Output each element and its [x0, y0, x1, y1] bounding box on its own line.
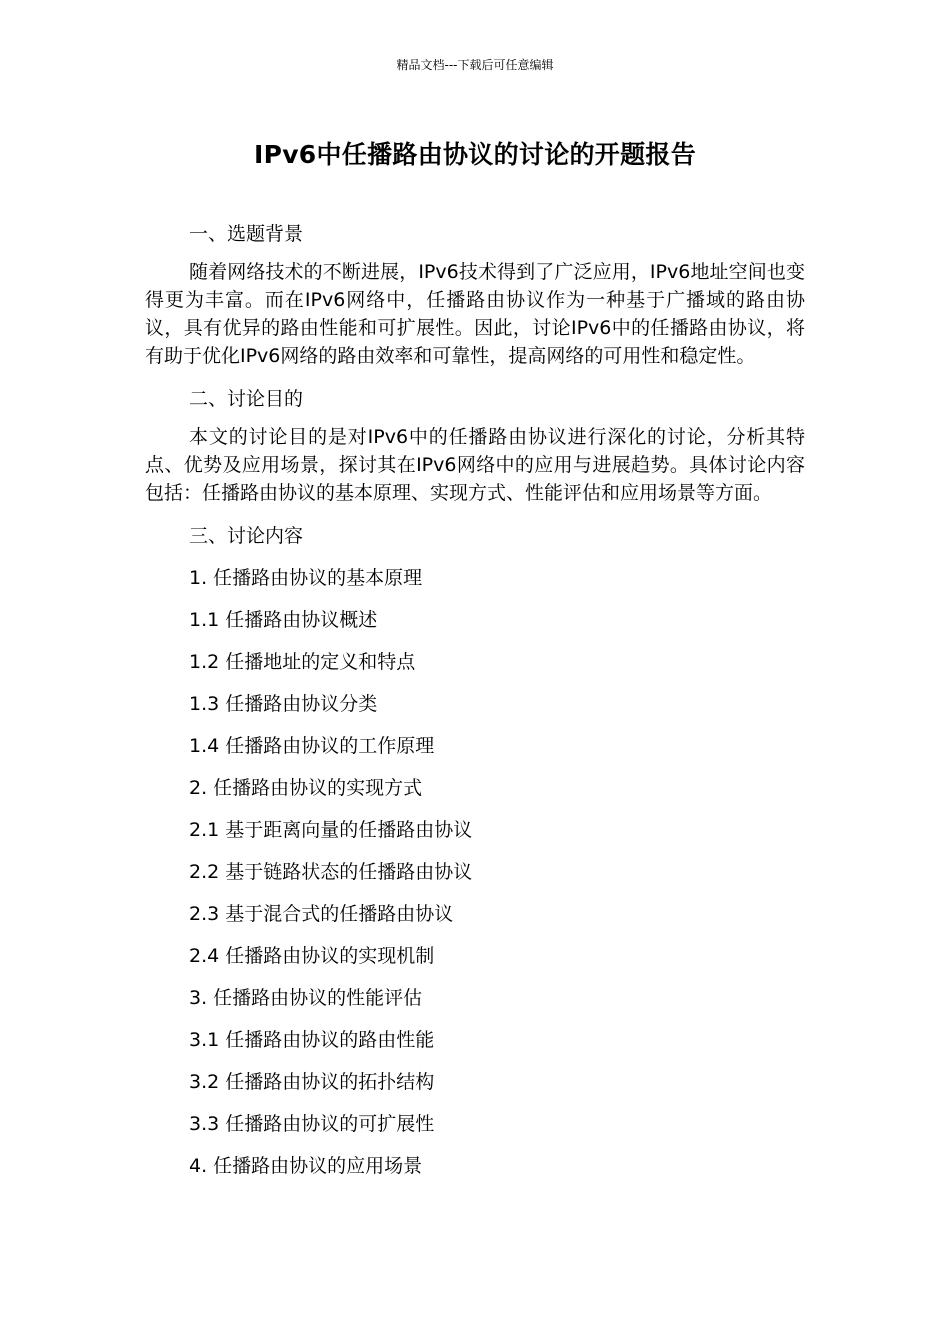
document-body	[145, 213, 805, 1187]
outline-item: 2.2 基于链路状态的任播路由协议	[189, 861, 473, 883]
outline-item: 3. 任播路由协议的性能评估	[189, 987, 423, 1009]
section-paragraph-background: 随着网络技术的不断进展，IPv6技术得到了广泛应用，IPv6地址空间也变得更为丰富。而在IPv6网络中，任播路由协议作为一种基于广播域的路由协议，具有优异的路由性能和可扩展性。因此，讨论IPv6中的任播路由协议，将有助于优化IPv6网络的路由效率和可靠性，提高网络的可用性和稳定性。	[145, 261, 805, 367]
outline-item: 1.3 任播路由协议分类	[189, 693, 378, 715]
outline-item: 2.1 基于距离向量的任播路由协议	[189, 819, 473, 841]
outline-item: 1.2 任播地址的定义和特点	[189, 651, 416, 673]
page-header: 精品文档---下载后可任意编辑	[396, 58, 554, 72]
outline-item: 1.4 任播路由协议的工作原理	[189, 735, 435, 757]
outline-item: 3.2 任播路由协议的拓扑结构	[189, 1071, 435, 1093]
outline-item: 1. 任播路由协议的基本原理	[189, 567, 423, 589]
outline-item: 3.3 任播路由协议的可扩展性	[189, 1113, 435, 1135]
outline-item: 2.3 基于混合式的任播路由协议	[189, 903, 454, 925]
section-paragraph-purpose: 本文的讨论目的是对IPv6中的任播路由协议进行深化的讨论，分析其特点、优势及应用场景，探讨其在IPv6网络中的应用与进展趋势。具体讨论内容包括：任播路由协议的基本原理、实现方式、性能评估和应用场景等方面。	[145, 426, 805, 504]
outline-item: 2.4 任播路由协议的实现机制	[189, 945, 435, 967]
section-heading-background: 一、选题背景	[189, 223, 304, 245]
document-title: IPv6中任播路由协议的讨论的开题报告	[253, 140, 697, 169]
outline-item: 2. 任播路由协议的实现方式	[189, 777, 423, 799]
outline-item: 3.1 任播路由协议的路由性能	[189, 1029, 435, 1051]
section-heading-purpose: 二、讨论目的	[189, 388, 304, 410]
section-heading-content: 三、讨论内容	[189, 525, 304, 547]
outline-item: 4. 任播路由协议的应用场景	[189, 1155, 423, 1177]
content-outline	[145, 557, 805, 1187]
outline-item: 1.1 任播路由协议概述	[189, 609, 378, 631]
